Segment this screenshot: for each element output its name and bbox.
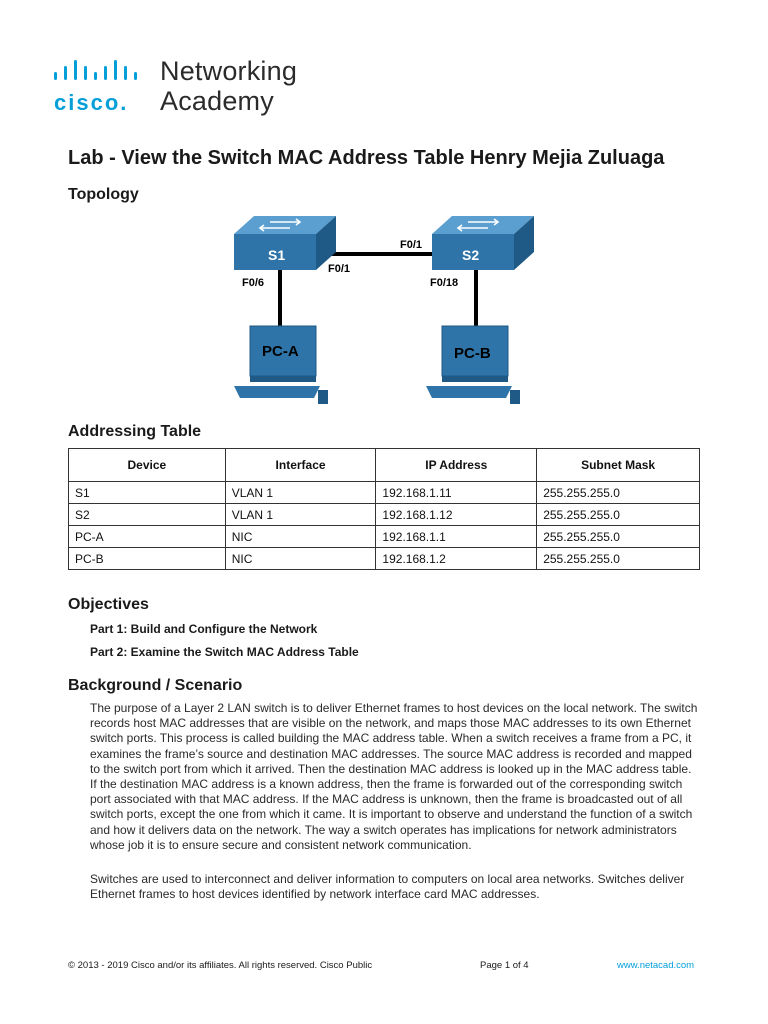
objectives-heading: Objectives [68,596,149,613]
port-s1-access-label: F0/6 [242,277,265,289]
cisco-networking-academy-logo [52,56,312,116]
logo-academy-text: Academy [160,86,274,116]
column-header-subnet-mask: Subnet Mask [537,449,700,482]
background-scenario-heading: Background / Scenario [68,677,243,694]
cell-device: PC-A [69,526,226,548]
cell-interface: VLAN 1 [225,504,376,526]
cell-interface: NIC [225,526,376,548]
table-row [69,482,700,504]
cisco-bridge-icon [52,56,152,86]
logo-networking-text: Networking [160,56,298,86]
cell-interface: NIC [225,548,376,570]
cell-device: S1 [69,482,226,504]
column-header-device: Device [69,449,226,482]
background-paragraph-1: The purpose of a Layer 2 LAN switch is to deliver Ethernet frames to host devices on the local network. The switch records host MAC addresses that are visible on the network, and maps those MAC addresses to its own Ethernet switch ports. This process is called building the MAC address table. When a switch receives a frame from a PC, it examines the frame’s source and destination MAC addresses. The source MAC address is recorded and mapped to the switch port from which it arrived. Then the destination MAC address is looked up in the MAC address table. If the destination MAC address is a known address, then the frame is forwarded out of the corresponding switch port associated with that MAC address. If the MAC address is unknown, then the frame is broadcasted out of all switch ports, except the one from which it came. It is important to observe and understand the function of a switch and how it delivers data on the network. The way a switch operates has implications for network administrators whose job it is to ensure secure and consistent network communication. [90,701,698,852]
port-s2-uplink-label: F0/1 [400,239,423,251]
switch-s2-icon [432,216,534,270]
footer-page-number: Page 1 of 4 [480,960,529,971]
objective-part-2: Part 2: Examine the Switch MAC Address Table [90,645,359,659]
cell-device: S2 [69,504,226,526]
switch-s1-label: S1 [268,247,286,263]
addressing-table-heading: Addressing Table [68,423,202,440]
cisco-wordmark: cisco. [54,90,129,115]
pc-a-label: PC-A [262,343,299,360]
topology-heading: Topology [68,186,139,203]
pc-b-label: PC-B [454,345,491,362]
lab-title: Lab - View the Switch MAC Address Table Henry Mejia Zuluaga [68,147,665,169]
cell-subnet-mask: 255.255.255.0 [537,504,700,526]
cell-subnet-mask: 255.255.255.0 [537,526,700,548]
table-row [69,504,700,526]
cell-ip-address: 192.168.1.2 [376,548,537,570]
table-row [69,548,700,570]
pc-a-icon [234,326,328,404]
cell-ip-address: 192.168.1.1 [376,526,537,548]
pc-b-icon [426,326,520,404]
column-header-interface: Interface [225,449,376,482]
column-header-ip-address: IP Address [376,449,537,482]
table-row [69,526,700,548]
cell-device: PC-B [69,548,226,570]
footer-website-link[interactable]: www.netacad.com [617,960,695,971]
port-s2-access-label: F0/18 [430,277,459,289]
cell-ip-address: 192.168.1.12 [376,504,537,526]
switch-s2-label: S2 [462,247,480,263]
port-s1-uplink-label: F0/1 [328,263,351,275]
cell-subnet-mask: 255.255.255.0 [537,482,700,504]
topology-diagram [220,212,550,412]
addressing-table [68,448,700,570]
cell-interface: VLAN 1 [225,482,376,504]
table-header-row [69,449,700,482]
footer-copyright: © 2013 - 2019 Cisco and/or its affiliates. All rights reserved. Cisco Public [68,960,373,971]
objective-part-1: Part 1: Build and Configure the Network [90,622,318,636]
cell-subnet-mask: 255.255.255.0 [537,548,700,570]
cell-ip-address: 192.168.1.11 [376,482,537,504]
background-paragraph-2: Switches are used to interconnect and deliver information to computers on local area networks. Switches deliver Ethernet frames to host devices identified by network interface card MAC addresses. [90,872,685,902]
